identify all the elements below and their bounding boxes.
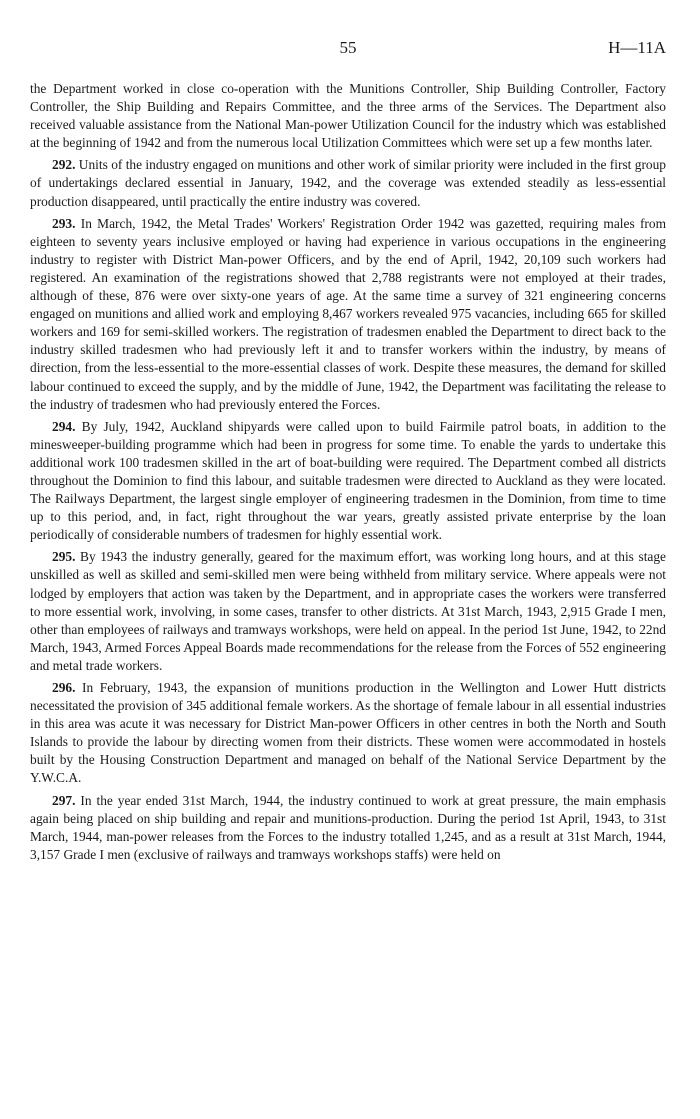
paragraph-294 xyxy=(30,418,666,545)
paragraph-number: 296. xyxy=(52,680,76,695)
paragraph-293 xyxy=(30,215,666,414)
paragraph-number: 297. xyxy=(52,792,76,808)
paragraph-296 xyxy=(30,679,666,788)
page-header xyxy=(30,38,666,60)
document-reference: H—11A xyxy=(608,38,666,57)
page-number: 55 xyxy=(339,38,357,57)
paragraph-number: 294. xyxy=(52,418,76,434)
paragraph-text: By July, 1942, Auckland shipyards were called upon to build Fairmile patrol boats, in addition to the minesweeper-building programme which had been in progress for some time. To enable the yards to undertake this additional work 100 tradesmen skilled in the art of boat-building were required. The Department combed all districts throughout the Dominion to find this labour, and suitable tradesmen were directed to Auckland as they were located. The Railways Department, the largest single employer of engineering tradesmen in the Dominion, from time to time up to this period, and, in fact, right throughout the war years, greatly assisted private enterprise by the loan periodically of considerable numbers of tradesmen for highly essential work. xyxy=(30,418,666,543)
paragraph-text: By 1943 the industry generally, geared for the maximum effort, was working long hours, and at this stage unskilled as well as skilled and semi-skilled men were being withheld from military service. Where appeals were not lodged by employers that action was taken by the Department, and in appropriate cases the workers were transferred to more essential work, involving, in some cases, transfer to other districts. At 31st March, 1943, 2,915 Grade I men, other than employees of railways and tramways workshops, were held on appeal. In the period 1st June, 1942, to 22nd March, 1943, Armed Forces Appeal Boards made recommendations for the release from the Forces of 552 engineering and metal trade workers. xyxy=(30,549,666,673)
paragraph-number: 295. xyxy=(52,549,76,565)
paragraph-continued xyxy=(30,80,666,152)
paragraph-292 xyxy=(30,156,666,210)
paragraph-number: 292. xyxy=(52,157,76,173)
paragraph-295 xyxy=(30,548,666,675)
paragraph-number: 293. xyxy=(52,215,76,231)
paragraph-297 xyxy=(30,792,666,864)
paragraph-text: In March, 1942, the Metal Trades' Workers' Registration Order 1942 was gazetted, requiring males from eighteen to seventy years inclusive employed or having had experience in various occupations in the engineering industry to register with District Man-power Officers, and by the end of April, 1942, 20,109 such workers had registered. An examination of the registrations showed that 2,788 registrants were not employed at their trades, although of these, 876 were over sixty-one years of age. At the same time a survey of 321 engineering concerns engaged on munitions and allied work and employing 8,467 workers revealed 975 vacancies, including 665 for skilled workers and 169 for semi-skilled workers. The registration of tradesmen enabled the Department to direct back to the industry skilled tradesmen who had previously left it and to transfer workers within the industry, by means of direction, from the less-essential to the more-essential classes of work. Despite these measures, the demand for skilled labour continued to exceed the supply, and by the middle of June, 1942, the Department was facilitating the release to the industry of tradesmen who had previously entered the Forces. xyxy=(30,215,666,412)
paragraph-text: the Department worked in close co-operation with the Munitions Controller, Ship Building Controller, Factory Controller, the Ship Building and Repairs Committee, and the three arms of the Services. The Department also received valuable assistance from the National Man-power Utilization Council for the industry which was established at the beginning of 1942 and from the numerous local Utilization Committees which were set up a few months later. xyxy=(30,81,666,151)
paragraph-text: In February, 1943, the expansion of munitions production in the Wellington and Lower Hutt districts necessitated the provision of 345 additional female workers. As the shortage of female labour in all essential industries in this area was acute it was necessary for District Man-power Officers in other centres in both the North and South Islands to provide the labour by directing women from their districts. These women were accommodated in hostels built by the Housing Construction Department and managed on behalf of the National Service Department by the Y.W.C.A. xyxy=(30,680,666,786)
paragraph-text: Units of the industry engaged on munitions and other work of similar priority were included in the first group of undertakings declared essential in January, 1942, and the coverage was extended steadily as less-essential production disappeared, until practically the entire industry was covered. xyxy=(30,157,666,209)
paragraph-text: In the year ended 31st March, 1944, the industry continued to work at great pressure, the main emphasis again being placed on ship building and repair and munitions-production. During the period 1st April, 1943, to 31st March, 1944, man-power releases from the Forces to the industry totalled 1,245, and as a result at 31st March, 1944, 3,157 Grade I men (exclusive of railways and tramways workshops staffs) were held on xyxy=(30,792,666,862)
document-page xyxy=(30,38,666,864)
